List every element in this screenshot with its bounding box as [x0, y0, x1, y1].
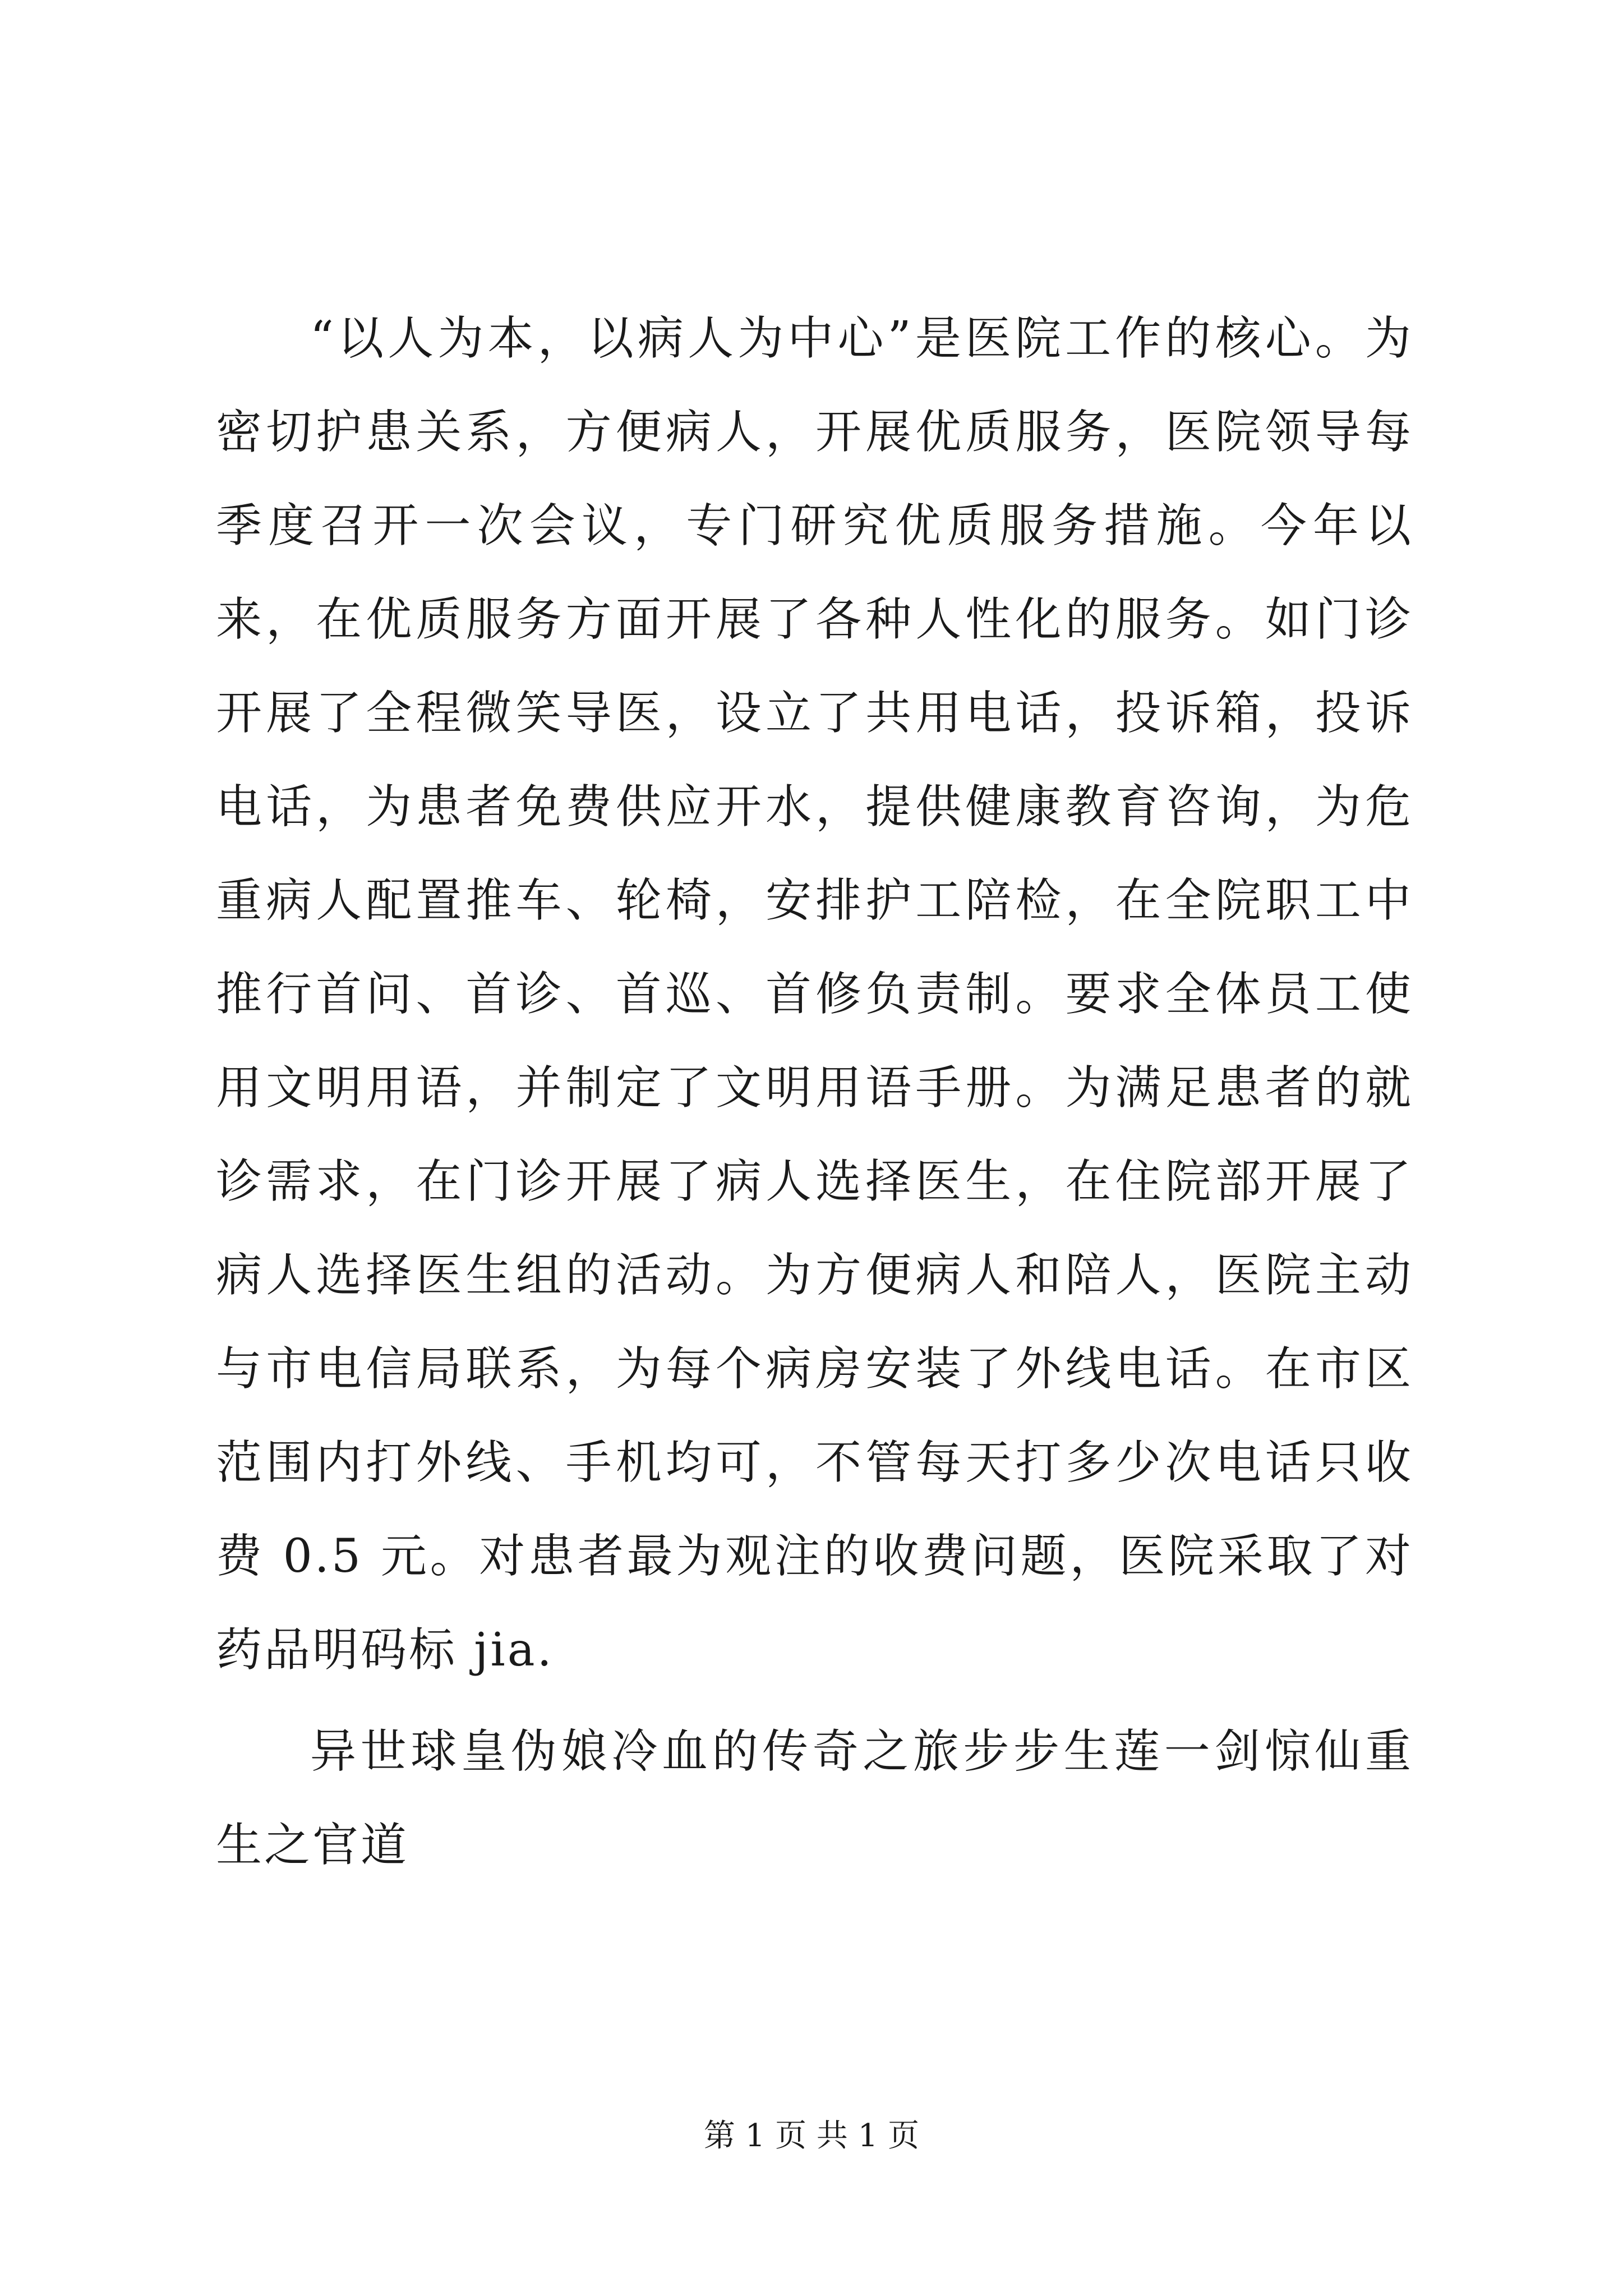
paragraph-2: 异世球皇伪娘冷血的传奇之旅步步生莲一剑惊仙重生之官道 — [216, 1725, 1413, 1872]
paragraph-1: “以人为本，以病人为中心”是医院工作的核心。为密切护患关系，方便病人，开展优质服务，医院领导每季度召开一次会议，专门研究优质服务措施。今年以来，在优质服务方面开展了各种人性化的服务。如门诊开展了全程微笑导医，设立了共用电话，投诉箱，投诉电话，为患者免费供应开水，提供健康教育咨询，为危重病人配置推车、轮椅，安排护工陪检，在全院职工中推行首问、首诊、首巡、首修负责制。要求全体员工使用文明用语，并制定了文明用语手册。为满足患者的就诊需求，在门诊开展了病人选择医生，在住院部开展了病人选择医生组的活动。为方便病人和陪人，医院主动与市电信局联系，为每个病房安装了外线电话。在市区范围内打外线、手机均可，不管每天打多少次电话只收费 0.5 元。对患者最为观注的收费问题，医院采取了对药品明码标 jia. — [216, 312, 1413, 1677]
document-body — [216, 292, 1413, 1892]
page-footer: 第 1 页 共 1 页 — [703, 2118, 920, 2154]
